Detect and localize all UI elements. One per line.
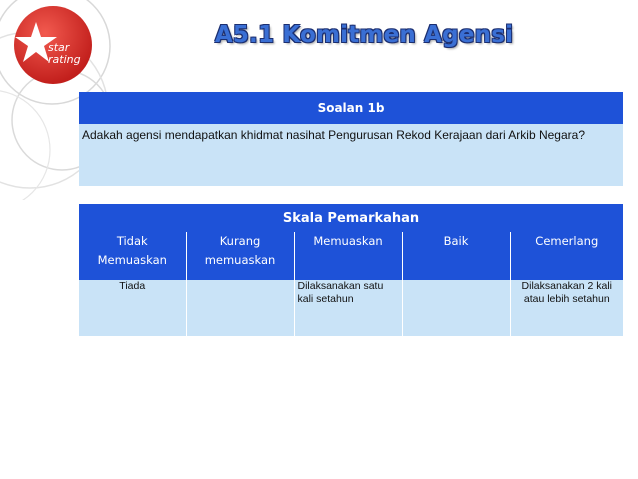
question-text: Adakah agensi mendapatkan khidmat nasihat Pengurusan Rekod Kerajaan dari Arkib Negara? — [79, 124, 623, 186]
scale-value-baik — [402, 280, 510, 336]
scale-heading: Skala Pemarkahan — [79, 204, 623, 232]
scale-category-tidak-memuaskan: Tidak Memuaskan — [79, 232, 186, 280]
scale-value-memuaskan: Dilaksanakan satu kali setahun — [294, 280, 402, 336]
logo-line-star: star — [48, 41, 70, 54]
scale-category-baik: Baik — [402, 232, 510, 280]
scale-category-memuaskan: Memuaskan — [294, 232, 402, 280]
scale-value-tidak-memuaskan: Tiada — [79, 280, 186, 336]
question-heading: Soalan 1b — [79, 92, 623, 124]
scale-category-cemerlang: Cemerlang — [510, 232, 623, 280]
scoring-scale-table — [79, 204, 623, 336]
page-title: A5.1 Komitmen Agensi — [214, 22, 514, 48]
logo-line-rating: rating — [48, 53, 81, 66]
scale-value-cemerlang: Dilaksanakan 2 kali atau lebih setahun — [510, 280, 623, 336]
question-table — [79, 92, 623, 186]
scale-value-kurang-memuaskan — [186, 280, 294, 336]
scale-category-kurang-memuaskan: Kurang memuaskan — [186, 232, 294, 280]
